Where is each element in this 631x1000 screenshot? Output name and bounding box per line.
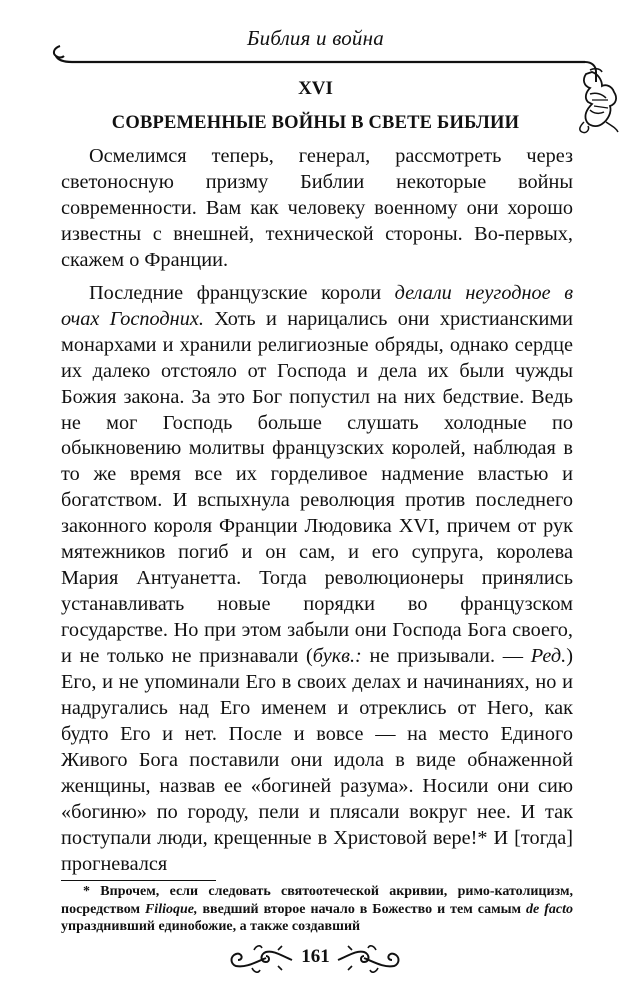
page-header — [0, 0, 631, 133]
paragraph-2-start: Последние французские короли — [89, 281, 395, 304]
footnote-rule — [61, 880, 216, 881]
chapter-number: XVI — [298, 78, 333, 99]
footnote-end: упразднивший единобожие, а также создавший — [61, 919, 361, 934]
paragraph-2-end: ) Его, и не упоминали Его в своих делах и начинаниях, но и надругались над Его именем и отреклись от Него, как будто Его и нет. После и вовсе — на место Единого Живого Бога поставили они идола в виде обнаженной женщины, назвав ее «богиней разума». Носили они сию «богиню» по городу, пели и плясали вокруг нее. И так поступали люди, крещенные в Христовой вере!* И [тогда] прогневался — [61, 645, 574, 875]
footnote — [61, 883, 573, 936]
paragraph-1-text: Осмелимся теперь, генерал, рассмотреть через светоносную призму Библии некоторые войны современности. Вам как человеку военному они хорошо известны с внешней, технической стороны. Во-первых, скажем о Франции. — [61, 145, 573, 271]
paragraph-2 — [61, 281, 573, 878]
paragraph-2-middle: Хоть и нарицались они христианскими монархами и хранили религиозные обряды, однако сердце их далеко отстояло от Господа и дела их были чужды Божия закона. За это Бог попустил на них бедствие. Ведь не мог Господь больше слушать холодные по обыкновению молитвы французских королей, наблюдая в то же время все их горделивое надмение властью и богатством. И вспыхнула революция против последнего законного короля Франции Людовика XVI, причем от рук мятежников погиб и он сам, и его супруга, королева Мария Антуанетта. Тогда революционеры принялись устанавливать новые порядки во французском государстве. Но при этом забыли они Господа Бога своего, и не только не признавали ( — [61, 307, 573, 668]
header-rule-ornament — [0, 0, 631, 130]
footnote-start: * Впрочем, если следовать святоотеческой акривии, римо-католицизм, посредством — [61, 884, 573, 917]
footnote-italic-filioque: Filioque, — [144, 901, 198, 917]
page-footer — [0, 938, 631, 978]
chapter-title: СОВРЕМЕННЫЕ ВОЙНЫ В СВЕТЕ БИБЛИИ — [111, 113, 520, 133]
paragraph-2-italic-bukv: букв.: — [312, 645, 362, 668]
page-number: 161 — [301, 946, 330, 967]
paragraph-2-italic-quote: делали неугодное в очах Господних. — [61, 281, 573, 330]
paragraph-2-italic-red: Ред. — [530, 645, 567, 668]
main-text — [61, 144, 573, 878]
footnote-middle: введший второе начало в Божество и тем самым — [197, 901, 527, 917]
paragraph-1 — [61, 144, 573, 274]
footnote-italic-de-facto: de facto — [526, 901, 573, 917]
paragraph-2-middle-2: не призывали. — — [361, 645, 531, 668]
running-title: Библия и война — [247, 26, 384, 50]
right-flourish-icon — [334, 940, 404, 976]
